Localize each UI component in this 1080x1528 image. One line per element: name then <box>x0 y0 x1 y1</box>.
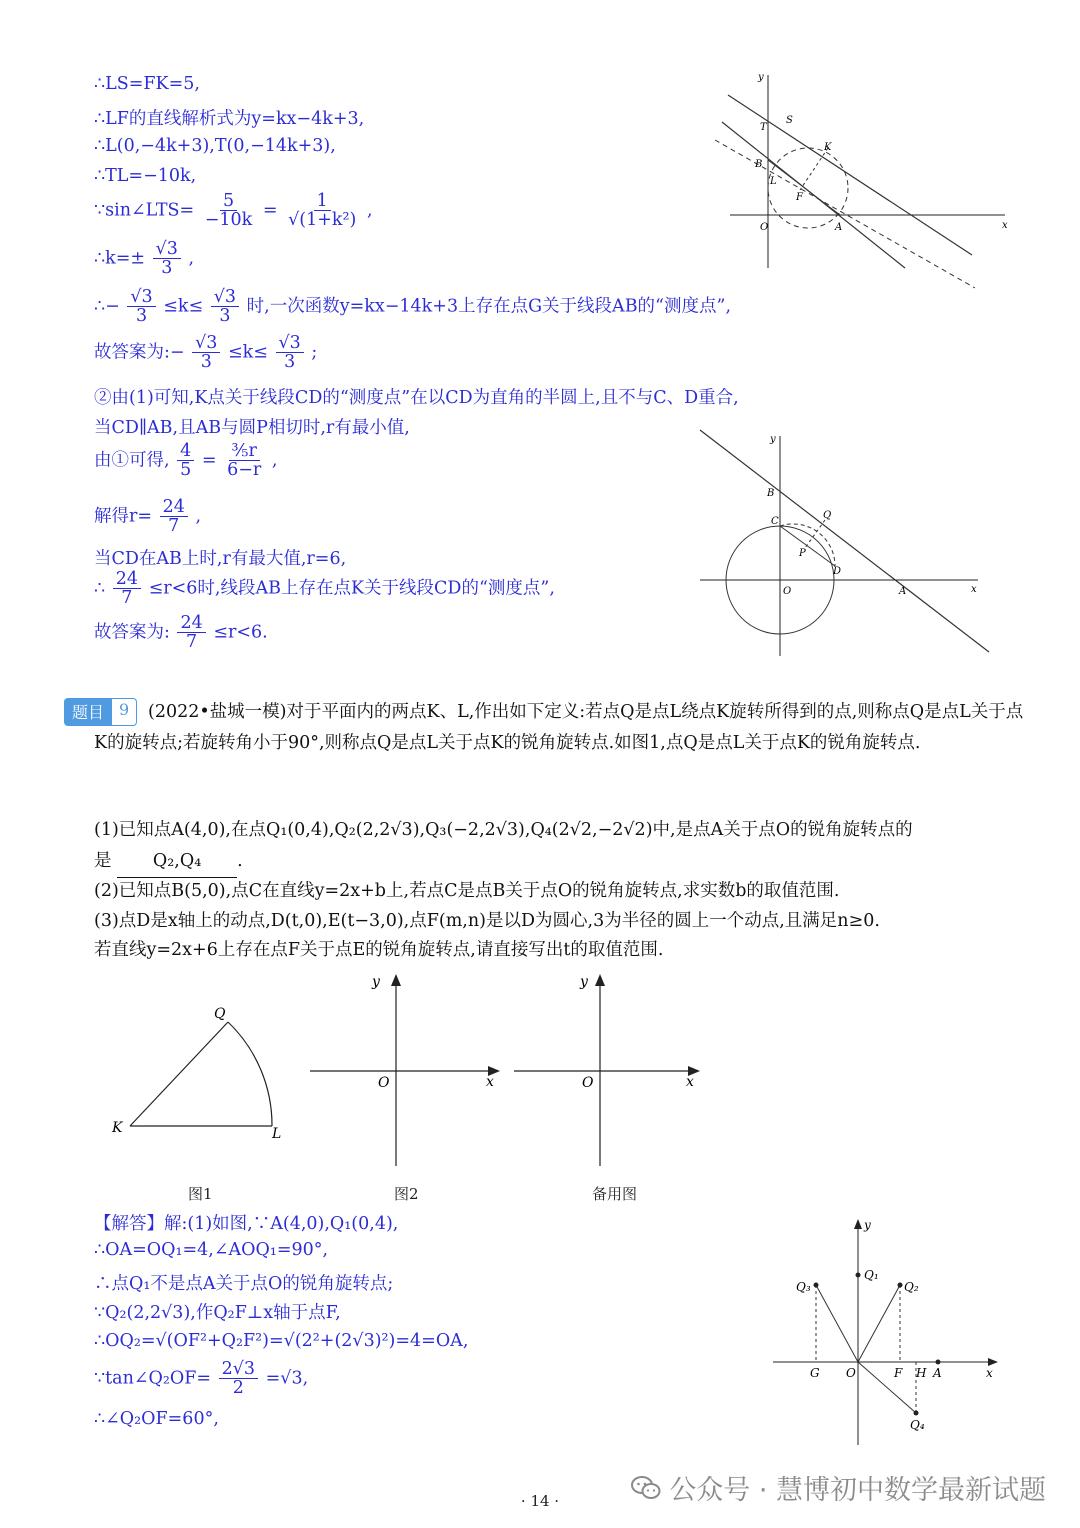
label-y: y <box>372 974 380 990</box>
point-q4 <box>914 1411 919 1416</box>
y-arrow <box>391 974 401 986</box>
question-part2: (2)已知点B(5,0),点C在直线y=2x+b上,若点C是点B关于点O的锐角旋转点,求实数b的取值范围. <box>94 881 840 901</box>
solution-line: ∴OA=OQ₁=4,∠AOQ₁=90°, <box>94 1240 329 1260</box>
label-a: A <box>899 586 907 597</box>
label-s: S <box>786 115 793 126</box>
question-stem: (2022•盐城一模)对于平面内的两点K、L,作出如下定义:若点Q是点L绕点K旋转所得到的点,则称点Q是点L关于点K的旋转点;若旋转角小于90°,则称点Q是点L关于点K的锐角旋转点.如图1,点Q是点L关于点K的锐角旋转点. <box>94 702 1024 753</box>
figure-q-points <box>768 1215 1003 1450</box>
solution-line: ∵tan∠Q₂OF= $\frac{2√3}{2}$ =√3, <box>94 1359 309 1399</box>
page-number: · 14 · <box>520 1492 560 1510</box>
label-p: P <box>799 548 806 559</box>
point-q3 <box>814 1283 819 1288</box>
arc-ql <box>228 1022 272 1126</box>
label-b: B <box>767 488 775 499</box>
label-x: x <box>686 1074 694 1090</box>
solution-line: 故答案为:− $\frac{√3}{3}$ ≤k≤ $\frac{√3}{3}$ ; <box>94 333 318 373</box>
fraction: $\frac{\text{⅗r}}{6-r}$ <box>227 441 262 481</box>
solution-line: 当CD在AB上时,r有最大值,r=6, <box>94 549 347 569</box>
solution-line: ∴∠Q₂OF=60°, <box>94 1409 219 1429</box>
label-k: K <box>112 1120 123 1136</box>
label-k: K <box>824 142 832 153</box>
solution-line <box>94 192 373 230</box>
fraction: $\frac{√3}{3}$ <box>192 334 220 372</box>
solution-line: 故答案为: $\frac{24}{7}$ ≤r<6. <box>94 613 268 653</box>
label-a: A <box>835 222 843 233</box>
point-a <box>936 1360 941 1365</box>
label-y: y <box>580 974 588 990</box>
text: 是 <box>94 851 112 871</box>
segment-kf <box>800 148 828 190</box>
label-o: O <box>846 1366 856 1380</box>
question-part3a: (3)点D是x轴上的动点,D(t,0),E(t−3,0),点F(m,n)是以D为圆心,3为半径的圆上一个动点,且满足n≥0. <box>94 911 880 931</box>
fraction: $\frac{4}{5}$ <box>177 442 194 480</box>
text: ∵sin∠LTS= <box>94 200 195 221</box>
label-o: O <box>378 1075 390 1091</box>
segment-oq4 <box>858 1362 916 1413</box>
label-a: A <box>933 1366 942 1380</box>
text: = <box>262 200 278 221</box>
label-q2: Q₂ <box>904 1280 919 1294</box>
label-q4: Q₄ <box>910 1418 925 1432</box>
y-arrow <box>854 1219 862 1229</box>
label-o: O <box>783 586 792 597</box>
badge-label: 题目 <box>64 698 112 726</box>
fraction: $\frac{√3}{3}$ <box>276 334 304 372</box>
figure-2-caption: 图2 <box>394 1185 419 1203</box>
fraction: $\frac{2√3}{2}$ <box>219 1360 258 1398</box>
label-x: x <box>986 1366 993 1380</box>
solution-line: ∵Q₂(2,2√3),作Q₂F⊥x轴于点F, <box>94 1303 341 1323</box>
label-q3: Q₃ <box>796 1280 811 1294</box>
label-x: x <box>1002 220 1008 231</box>
point-q2 <box>898 1283 903 1288</box>
segment-oq3 <box>816 1285 858 1362</box>
label-d: D <box>833 566 842 577</box>
solution-line: ∴L(0,−4k+3),T(0,−14k+3), <box>94 136 336 156</box>
answer-blank: Q₂,Q₄ <box>117 846 237 878</box>
label-h: H <box>916 1366 927 1380</box>
fraction: $\frac{1}{\text{√(1+k²)}}$ <box>288 191 357 231</box>
label-l: L <box>770 176 777 187</box>
fraction: $\frac{√3}{3}$ <box>211 288 239 326</box>
fraction: $\frac{24}{7}$ <box>177 614 205 652</box>
label-t: T <box>760 122 767 133</box>
label-x: x <box>971 584 977 595</box>
label-q: Q <box>823 510 832 521</box>
badge-number: 9 <box>112 698 137 726</box>
figure-1-caption: 图1 <box>188 1185 213 1203</box>
label-b: B <box>755 159 763 170</box>
figure-1 <box>110 1000 300 1145</box>
segment-oq2 <box>858 1285 900 1362</box>
figure-circle-lines-top <box>700 60 1020 290</box>
segment-cd <box>780 526 835 566</box>
question-part1-answer-line: 是 Q₂,Q₄ . <box>94 846 1024 878</box>
label-y: y <box>758 72 764 83</box>
dashed-line <box>715 140 975 288</box>
label-c: C <box>771 516 779 527</box>
figure-backup-axes <box>514 970 714 1170</box>
solution-line: ∴ $\frac{24}{7}$ ≤r<6时,线段AB上存在点K关于线段CD的“测度点”, <box>94 569 555 609</box>
label-o: O <box>582 1075 594 1091</box>
label-g: G <box>810 1366 820 1380</box>
question-part3b: 若直线y=2x+6上存在点F关于点E的锐角旋转点,请直接写出t的取值范围. <box>94 940 664 960</box>
figure-circle-p <box>695 428 1000 663</box>
label-q1: Q₁ <box>864 1268 879 1282</box>
fraction: $\frac{√3}{3}$ <box>153 240 181 278</box>
fraction: $\frac{24}{7}$ <box>113 570 141 608</box>
label-x: x <box>486 1074 494 1090</box>
x-arrow <box>988 1358 998 1366</box>
label-o: O <box>760 222 769 233</box>
question-part1: (1)已知点A(4,0),在点Q₁(0,4),Q₂(2,2√3),Q₃(−2,2√3),Q₄(2√2,−2√2)中,是点A关于点O的锐角旋转点的 <box>94 820 913 840</box>
fraction: $\frac{5}{-10k}$ <box>204 191 253 231</box>
solution-line: 由①可得, $\frac{4}{5}$ = $\frac{\text{⅗r}}{6-r}$ , <box>94 441 278 481</box>
solution-line: ②由(1)可知,K点关于线段CD的“测度点”在以CD为直角的半圆上,且不与C、D重合, <box>94 388 739 408</box>
solution-line: ∴点Q₁不是点A关于点O的锐角旋转点; <box>94 1274 394 1294</box>
dashed-circle <box>768 148 848 228</box>
watermark-text: 公众号 · 慧博初中数学最新试题 <box>669 1475 1046 1506</box>
label-y: y <box>770 434 776 445</box>
label-y: y <box>864 1218 871 1232</box>
solution-line: 【解答】解:(1)如图,∵A(4,0),Q₁(0,4), <box>94 1214 399 1234</box>
solution-line: ∴TL=−10k, <box>94 166 197 186</box>
segment-kq <box>130 1022 228 1126</box>
solution-line: 当CD∥AB,且AB与圆P相切时,r有最小值, <box>94 418 410 438</box>
solution-line: 解得r= $\frac{24}{7}$ , <box>94 497 202 537</box>
fraction: $\frac{24}{7}$ <box>160 498 188 536</box>
label-q: Q <box>214 1006 226 1022</box>
solution-line: ∴OQ₂=√(OF²+Q₂F²)=√(2²+(2√3)²)=4=OA, <box>94 1331 469 1351</box>
figure-backup-caption: 备用图 <box>592 1185 638 1203</box>
figure-2-axes <box>310 970 510 1170</box>
segment-ba <box>768 160 840 215</box>
solution-line: ∴LS=FK=5, <box>94 74 200 94</box>
label-f: F <box>894 1366 903 1380</box>
fraction: $\frac{√3}{3}$ <box>127 288 155 326</box>
solution-line: ∴LF的直线解析式为y=kx−4k+3, <box>94 109 365 129</box>
solution-line: ∴− $\frac{√3}{3}$ ≤k≤ $\frac{√3}{3}$ 时,一次函数y=kx−14k+3上存在点G关于线段AB的“测度点”, <box>94 287 732 327</box>
text: , <box>366 200 373 221</box>
label-f: F <box>796 192 803 203</box>
solution-line: ∴k=± $\frac{√3}{3}$ , <box>94 239 195 279</box>
point-q1 <box>856 1273 861 1278</box>
label-l: L <box>272 1126 282 1142</box>
y-arrow <box>595 974 605 986</box>
